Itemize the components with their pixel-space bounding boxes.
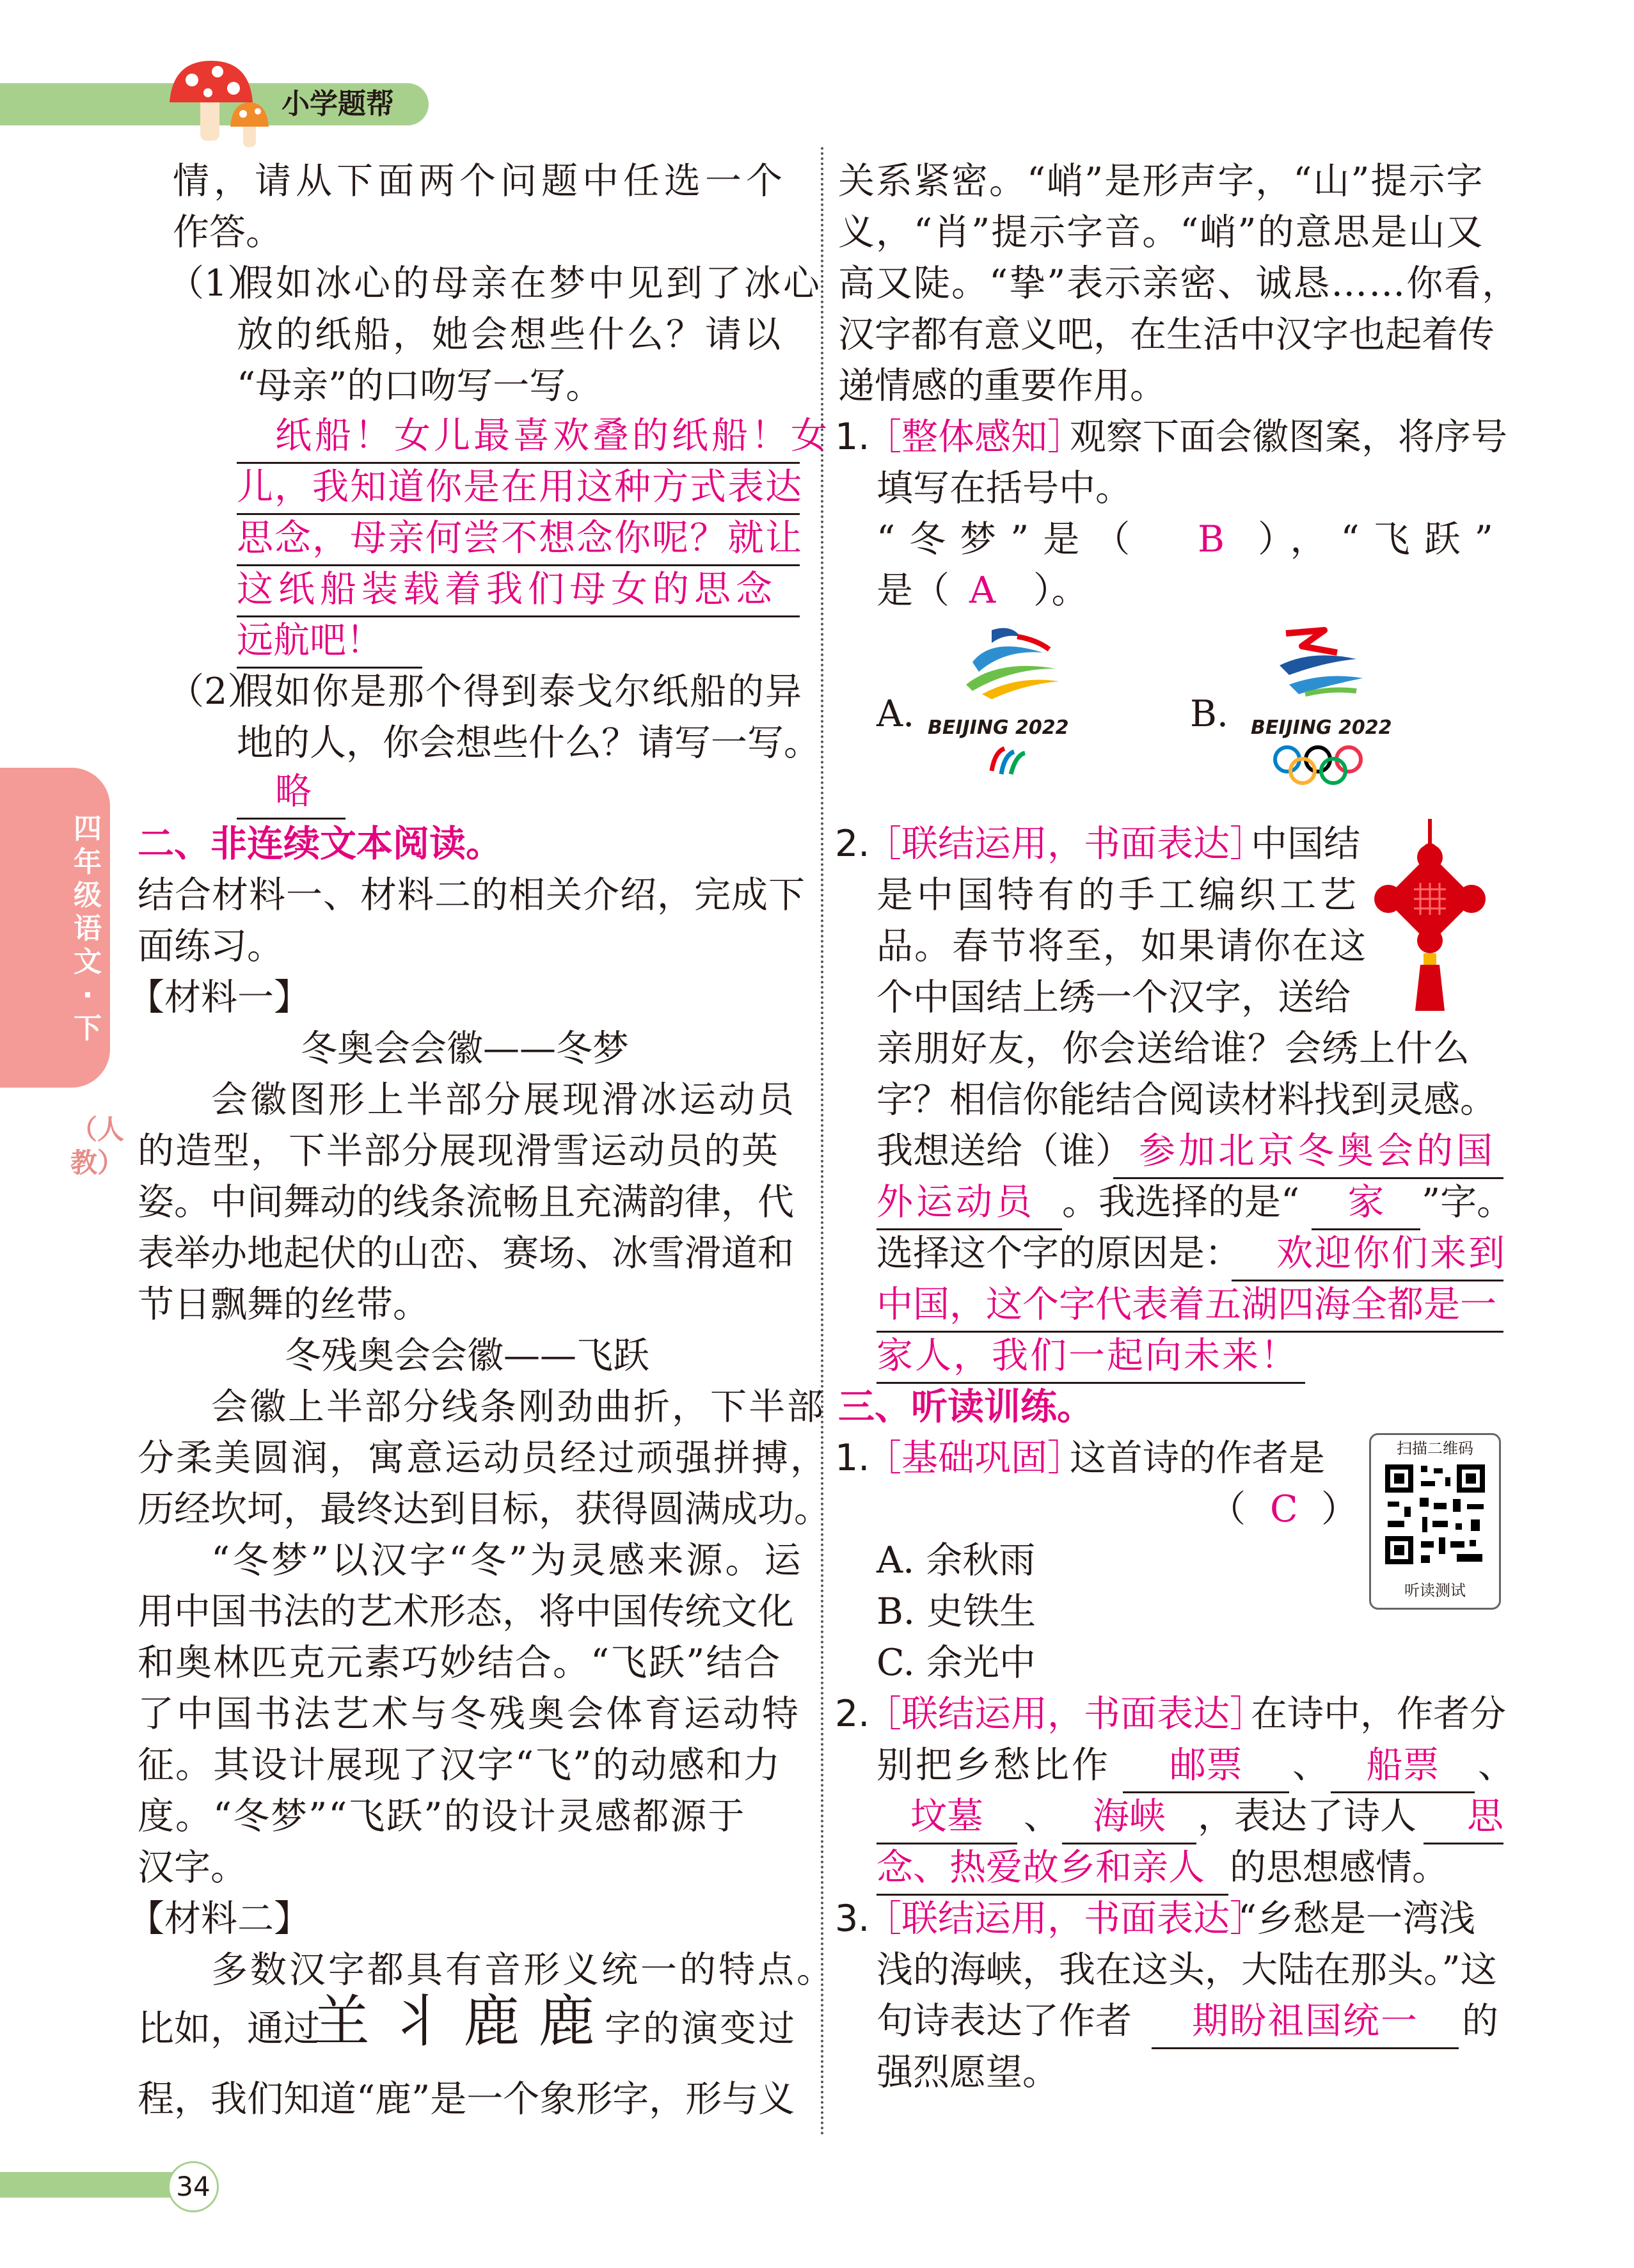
- regular-glyph: 鹿: [538, 1988, 595, 2054]
- material1-paragraph-line: 历经坎坷，最终达到目标，获得圆满成功。: [138, 1488, 830, 1530]
- q2-line: 假如你是那个得到泰戈尔纸船的异: [237, 670, 803, 713]
- reason-answer-3: 家人，我们一起向未来！: [876, 1329, 1305, 1384]
- s3-q3-line4: 强烈愿望。: [876, 2051, 1059, 2093]
- s3-q2-answer-emotion-1: 思: [1424, 1790, 1503, 1844]
- r-q1-fill-c: 是（: [876, 569, 949, 612]
- s3-q3-tag: ［联结运用，书面表达］: [865, 1898, 1266, 1940]
- choose-end: ”字。: [1422, 1181, 1514, 1223]
- s3-q3-line3: 句诗表达了作者: [876, 2000, 1132, 2042]
- material1-paragraph-line: 了中国书法艺术与冬残奥会体育运动特: [138, 1693, 801, 1735]
- material1-title-leap: 冬残奥会会徽——飞跃: [285, 1335, 649, 1377]
- r-q2-line: 是中国特有的手工编织工艺: [876, 874, 1360, 916]
- intro-line-2: 作答。: [173, 211, 282, 253]
- s3-q3-line2: 浅的海峡，我在这头，大陆在那头。”这: [876, 1949, 1497, 1991]
- material1-paragraph-line: 用中国书法的艺术形态，将中国传统文化: [138, 1590, 794, 1633]
- q1-line: 放的纸船，她会想些什么？请以: [237, 313, 783, 356]
- r-q2-line: 字？相信你能结合阅读材料找到灵感。: [876, 1079, 1496, 1121]
- r-q1-tag: ［整体感知］: [865, 416, 1084, 458]
- seal-glyph: 鹿: [463, 1988, 520, 2054]
- section2-instruction: 面练习。: [138, 925, 283, 967]
- material1-paragraph-line: 姿。中间舞动的线条流畅且充满韵律，代: [138, 1181, 794, 1223]
- r-q2-text: 中国结: [1251, 823, 1360, 865]
- r-q1-answer-b: B: [1198, 518, 1225, 560]
- choose-label: 。我选择的是“: [1062, 1181, 1300, 1223]
- s3-q1-number: 1.: [835, 1437, 870, 1479]
- option-a-label: A.: [876, 693, 915, 735]
- section2-title: 二、非连续文本阅读。: [138, 823, 502, 865]
- reason-answer-1: 欢迎你们来到: [1232, 1227, 1503, 1281]
- qr-top-label: 扫描二维码: [1397, 1439, 1473, 1457]
- s3-q2-sep: 、: [1478, 1744, 1514, 1786]
- send-label: 我想送给（谁）: [876, 1130, 1132, 1172]
- material1-paragraph-line: 汉字。: [138, 1846, 247, 1889]
- material2-paragraph-line: 程，我们知道“鹿”是一个象形字，形与义: [138, 2078, 795, 2120]
- reason-label: 选择这个字的原因是：: [876, 1232, 1241, 1274]
- material1-title-winter-dream: 冬奥会会徽——冬梦: [301, 1027, 629, 1070]
- r-q1-text: 观察下面会徽图案，将序号: [1070, 416, 1507, 458]
- r-q2-number: 2.: [835, 823, 870, 865]
- r-q1-fill-a: “冬梦”是（: [876, 518, 1145, 560]
- material2-label: 【材料二】: [128, 1898, 310, 1940]
- r-q1-fill-d: ）。: [1033, 569, 1088, 612]
- qr-code-icon: [1383, 1462, 1487, 1567]
- oracle-glyph: 𦍌: [313, 1988, 370, 2054]
- q2-answer: 略: [237, 765, 345, 820]
- s3-q1-paren-left: （: [1209, 1488, 1246, 1530]
- material2-paragraph-start: 比如，通过: [138, 2008, 320, 2050]
- material1-paragraph-line: 表举办地起伏的山峦、赛场、冰雪滑道和: [138, 1232, 794, 1274]
- material2-paragraph-end: 字的演变过: [605, 2008, 797, 2050]
- s3-q2-answer-stamp: 邮票: [1123, 1739, 1289, 1793]
- q1-answer-line: 思念，母亲何尝不想念你呢？就让: [237, 512, 800, 566]
- material1-paragraph-line: 会徽上半部分线条刚劲曲折，下半部: [211, 1386, 825, 1428]
- material1-paragraph-line: 节日飘舞的丝带。: [138, 1283, 429, 1326]
- r-q2-line: 个中国结上绣一个汉字，送给: [876, 976, 1351, 1019]
- option-b-label: B.: [1190, 693, 1229, 735]
- material2-paragraph-line: 多数汉字都具有音形义统一的特点。: [211, 1949, 836, 1991]
- s3-q1-paren-right: ）: [1321, 1488, 1358, 1530]
- edition-text: （人教）: [70, 1114, 125, 1178]
- agitos-icon: [985, 745, 1030, 777]
- mushroom-icon: [163, 58, 285, 154]
- s3-q2-end: 的思想感情。: [1230, 1846, 1448, 1889]
- side-tab-text: 四年级语文·下: [74, 813, 102, 1045]
- q1-answer-line: 远航吧！: [237, 614, 422, 669]
- s3-q2-text: 在诗中，作者分: [1251, 1693, 1506, 1735]
- s3-q2-tag: ［联结运用，书面表达］: [865, 1693, 1266, 1735]
- material1-paragraph-line: 和奥林匹克元素巧妙结合。“飞跃”结合: [138, 1642, 782, 1684]
- s3-q2-sep: 、: [1024, 1795, 1060, 1837]
- s3-q2-sep: 、: [1292, 1744, 1329, 1786]
- qr-code-box[interactable]: [1369, 1433, 1501, 1610]
- q1-line: 假如冰心的母亲在梦中见到了冰心: [237, 262, 822, 305]
- r-q1-number: 1.: [835, 416, 870, 458]
- r-q2-line: 品。春节将至，如果请你在这: [876, 925, 1367, 967]
- r-q1-text-2: 填写在括号中。: [876, 467, 1132, 509]
- s3-q1-answer: C: [1270, 1488, 1298, 1530]
- send-answer-2: 外运动员: [876, 1176, 1062, 1230]
- material2-continued-line: 递情感的重要作用。: [838, 365, 1166, 407]
- chinese-knot-icon: [1369, 819, 1491, 1011]
- s3-q2-answer-strait: 海峡: [1062, 1790, 1196, 1844]
- s3-q2-line2: 别把乡愁比作: [876, 1744, 1111, 1786]
- qr-bottom-label: 听读测试: [1404, 1582, 1466, 1599]
- winter-paralympics-emblem-icon: [1267, 624, 1369, 701]
- bronze-glyph: 丬: [388, 1988, 445, 2054]
- beijing-2022-text-b: BEIJING 2022: [1251, 717, 1392, 739]
- q1-answer-line: 纸船！女儿最喜欢叠的纸船！女: [237, 409, 800, 464]
- s3-q1-text: 这首诗的作者是: [1070, 1437, 1325, 1479]
- q1-answer-line: 这纸船装载着我们母女的思念: [237, 563, 800, 617]
- q1-line: “母亲”的口吻写一写。: [237, 365, 603, 407]
- material1-paragraph-line: 征。其设计展现了汉字“飞”的动感和力: [138, 1744, 782, 1786]
- s3-q3-answer: 期盼祖国统一: [1152, 1995, 1459, 2049]
- beijing-2022-text-a: BEIJING 2022: [928, 717, 1069, 739]
- material1-paragraph-line: “冬梦”以汉字“冬”为灵感来源。运: [211, 1539, 804, 1582]
- material1-paragraph-line: 的造型，下半部分展现滑雪运动员的英: [138, 1130, 779, 1172]
- s3-q1-option: B. 史铁生: [876, 1590, 1036, 1633]
- header-title: 小学题帮: [282, 88, 394, 120]
- material1-label: 【材料一】: [128, 976, 310, 1019]
- s3-q2-answer-ticket: 船票: [1331, 1739, 1475, 1793]
- material2-continued-line: 高又陡。“挚”表示亲密、诚恳……你看，: [838, 262, 1520, 305]
- send-answer-1: 参加北京冬奥会的国: [1113, 1125, 1503, 1179]
- q2-line: 地的人，你会想些什么？请写一写。: [237, 722, 820, 764]
- material1-paragraph-line: 分柔美圆润，寓意运动员经过顽强拼搏，: [138, 1437, 829, 1479]
- s3-q2-number: 2.: [835, 1693, 870, 1735]
- s3-q3-end: 的: [1462, 2000, 1498, 2042]
- r-q2-line: 亲朋好友，你会送给谁？会绣上什么: [876, 1027, 1470, 1070]
- reason-answer-2: 中国，这个字代表着五湖四海全都是一: [876, 1278, 1503, 1333]
- s3-q1-option: C. 余光中: [876, 1642, 1036, 1684]
- intro-line-1: 情，请从下面两个问题中任选一个: [173, 160, 787, 202]
- material2-continued-line: 关系紧密。“峭”是形声字，“山”提示字: [838, 160, 1484, 202]
- r-q1-answer-a: A: [969, 569, 996, 612]
- material1-paragraph-line: 会徽图形上半部分展现滑冰运动员: [211, 1079, 797, 1121]
- s3-q2-answer-grave: 坟墓: [876, 1790, 1017, 1844]
- material2-continued-line: 义，“肖”提示字音。“峭”的意思是山又: [838, 211, 1484, 253]
- s3-q3-number: 3.: [835, 1898, 870, 1940]
- material2-continued-line: 汉字都有意义吧，在生活中汉字也起着传: [838, 313, 1495, 356]
- q2-number: （2）: [168, 670, 264, 713]
- winter-olympics-emblem-icon: [953, 624, 1062, 701]
- r-q1-fill-b: ），“飞跃”: [1258, 518, 1507, 560]
- section2-instruction: 结合材料一、材料二的相关介绍，完成下: [138, 874, 805, 916]
- page-number: 34: [168, 2161, 219, 2212]
- footer-bar: [0, 2172, 186, 2198]
- s3-q2-answer-emotion-2: 念、热爱故乡和亲人: [876, 1841, 1228, 1896]
- r-q2-tag: ［联结运用，书面表达］: [865, 823, 1266, 865]
- s3-q1-option: A. 余秋雨: [876, 1539, 1036, 1582]
- s3-q3-text: “乡愁是一湾浅: [1238, 1898, 1476, 1940]
- deer-evolution-glyphs: [313, 1986, 594, 2057]
- section3-title: 三、听读训练。: [838, 1386, 1093, 1428]
- s3-q1-tag: ［基础巩固］: [865, 1437, 1084, 1479]
- olympic-rings-icon: [1273, 745, 1388, 784]
- material1-paragraph-line: 度。“冬梦”“飞跃”的设计灵感都源于: [138, 1795, 746, 1837]
- q1-number: （1）: [168, 262, 264, 305]
- s3-q2-mid: ，表达了诗人: [1198, 1795, 1416, 1837]
- choose-answer: 家: [1312, 1176, 1420, 1230]
- q1-answer-line: 儿，我知道你是在用这种方式表达: [237, 461, 800, 515]
